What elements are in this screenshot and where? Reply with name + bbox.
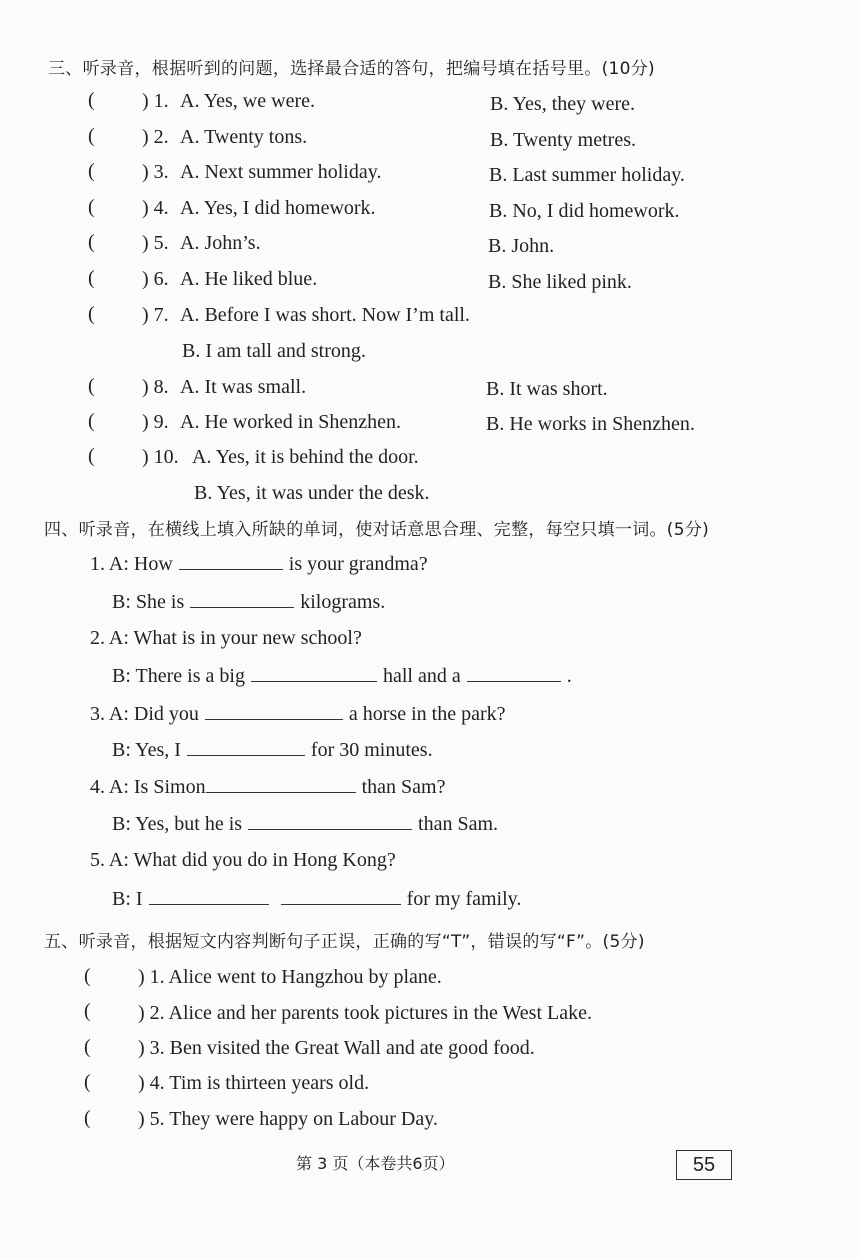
- answer-blank[interactable]: [467, 663, 561, 682]
- section-5-heading: 五、听录音，根据短文内容判断句子正误，正确的写“T”，错误的写“F”。(5分): [44, 932, 645, 952]
- answer-blank[interactable]: [187, 737, 305, 756]
- option-a: A. It was small.: [180, 376, 307, 398]
- dialogue-line: 5. A: What did you do in Hong Kong?: [90, 849, 396, 871]
- option-a: A. He liked blue.: [180, 268, 318, 290]
- answer-paren: (: [88, 303, 95, 325]
- option-a: A. Twenty tons.: [180, 126, 308, 148]
- option-b: B. She liked pink.: [488, 271, 632, 293]
- question-number: ) 1.: [142, 90, 169, 112]
- statement: ) 5. They were happy on Labour Day.: [138, 1108, 438, 1130]
- option-a: A. Before I was short. Now I’m tall.: [180, 304, 470, 326]
- page-footer-text: 第 3 页（本卷共6页）: [296, 1154, 455, 1173]
- dialogue-text: 1. A: How: [90, 553, 173, 575]
- dialogue-text: B: She is: [112, 591, 185, 613]
- dialogue-text: for my family.: [406, 888, 522, 910]
- dialogue-text: B: There is a big: [112, 665, 245, 687]
- option-b: B. John.: [488, 235, 555, 257]
- answer-paren: (: [84, 1000, 91, 1022]
- option-a: A. He worked in Shenzhen.: [180, 411, 402, 433]
- dialogue-text: .: [566, 665, 572, 687]
- option-a: A. Next summer holiday.: [180, 161, 382, 183]
- answer-paren: (: [84, 1107, 91, 1129]
- answer-paren: (: [88, 375, 95, 397]
- option-b: B. No, I did homework.: [489, 200, 680, 222]
- question-number: ) 3.: [142, 161, 169, 183]
- dialogue-text: B: I: [112, 888, 143, 910]
- answer-blank[interactable]: [251, 663, 377, 682]
- option-b: B. He works in Shenzhen.: [486, 413, 695, 435]
- question-number: ) 5.: [142, 232, 169, 254]
- dialogue-text: than Sam.: [418, 813, 499, 835]
- question-number: ) 4.: [142, 197, 169, 219]
- dialogue-text: hall and a: [382, 665, 461, 687]
- dialogue-text: B: Yes, but he is: [112, 813, 243, 835]
- answer-paren: (: [84, 965, 91, 987]
- option-b: B. Yes, it was under the desk.: [194, 482, 430, 504]
- question-number: ) 8.: [142, 376, 169, 398]
- dialogue-line: [90, 551, 428, 576]
- dialogue-line: [112, 663, 572, 688]
- dialogue-line: [112, 886, 521, 911]
- dialogue-text: 3. A: Did you: [90, 703, 199, 725]
- dialogue-line: [90, 774, 445, 799]
- dialogue-line: [112, 589, 385, 614]
- question-number: ) 2.: [142, 126, 169, 148]
- page-number-box: 55: [676, 1150, 732, 1180]
- question-number: ) 7.: [142, 304, 169, 326]
- dialogue-line: [112, 811, 498, 836]
- section-4-heading: 四、听录音，在横线上填入所缺的单词，使对话意思合理、完整，每空只填一词。(5分): [44, 520, 710, 540]
- answer-blank[interactable]: [248, 811, 412, 830]
- dialogue-line: [90, 701, 506, 726]
- option-b: B. Yes, they were.: [490, 93, 635, 115]
- option-b: B. Last summer holiday.: [489, 164, 685, 186]
- question-number: ) 10.: [142, 446, 179, 468]
- option-b: B. It was short.: [486, 378, 608, 400]
- section-3-heading: 三、听录音，根据听到的问题，选择最合适的答句，把编号填在括号里。(10分): [48, 59, 655, 79]
- answer-paren: (: [88, 445, 95, 467]
- question-number: ) 9.: [142, 411, 169, 433]
- statement: ) 3. Ben visited the Great Wall and ate good food.: [138, 1037, 535, 1059]
- statement: ) 1. Alice went to Hangzhou by plane.: [138, 966, 442, 988]
- option-a: A. Yes, I did homework.: [180, 197, 376, 219]
- answer-blank[interactable]: [281, 886, 401, 905]
- answer-blank[interactable]: [179, 551, 283, 570]
- answer-paren: (: [88, 231, 95, 253]
- answer-paren: (: [88, 89, 95, 111]
- option-a: A. John’s.: [180, 232, 261, 254]
- dialogue-line: [112, 737, 433, 762]
- answer-paren: (: [88, 410, 95, 432]
- answer-blank[interactable]: [190, 589, 294, 608]
- dialogue-line: 2. A: What is in your new school?: [90, 627, 362, 649]
- statement: ) 2. Alice and her parents took pictures in the West Lake.: [138, 1002, 592, 1024]
- answer-paren: (: [88, 196, 95, 218]
- statement: ) 4. Tim is thirteen years old.: [138, 1072, 370, 1094]
- answer-paren: (: [84, 1036, 91, 1058]
- answer-blank[interactable]: [149, 886, 269, 905]
- answer-blank[interactable]: [206, 774, 356, 793]
- dialogue-text: B: Yes, I: [112, 739, 181, 761]
- option-b: B. Twenty metres.: [490, 129, 636, 151]
- answer-paren: (: [88, 125, 95, 147]
- question-number: ) 6.: [142, 268, 169, 290]
- option-b: B. I am tall and strong.: [182, 340, 366, 362]
- dialogue-text: a horse in the park?: [348, 703, 506, 725]
- answer-paren: (: [88, 160, 95, 182]
- dialogue-text: for 30 minutes.: [310, 739, 433, 761]
- dialogue-text: 4. A: Is Simon: [90, 776, 206, 798]
- answer-blank[interactable]: [205, 701, 343, 720]
- dialogue-text: than Sam?: [361, 776, 446, 798]
- option-a: A. Yes, it is behind the door.: [192, 446, 419, 468]
- dialogue-text: kilograms.: [300, 591, 386, 613]
- dialogue-text: is your grandma?: [288, 553, 428, 575]
- option-a: A. Yes, we were.: [180, 90, 315, 112]
- answer-paren: (: [88, 267, 95, 289]
- answer-paren: (: [84, 1071, 91, 1093]
